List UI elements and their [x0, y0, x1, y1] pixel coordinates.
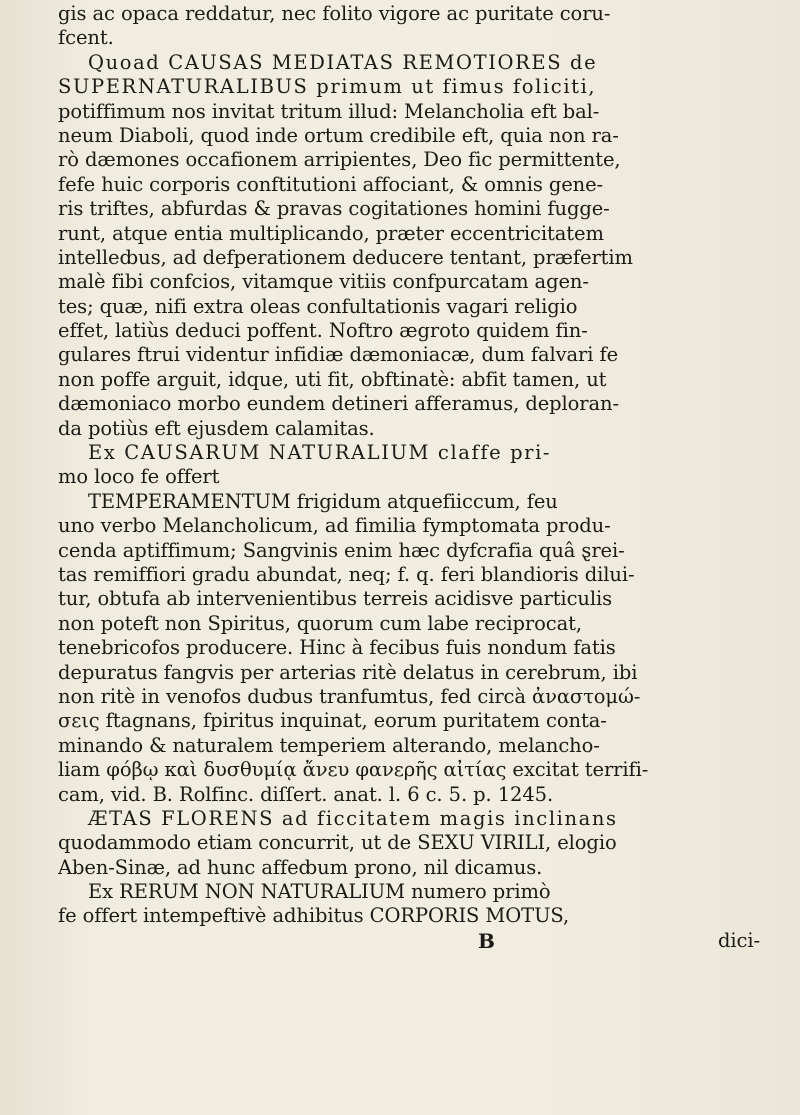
text-line: cenda aptiffimum; Sangvinis enim hæc dyfcrafia quâ ȿrei- — [58, 538, 625, 562]
text-line: fcent. — [58, 26, 114, 50]
section-heading-line: Quoad CAUSAS MEDIATAS REMOTIORES de — [88, 50, 598, 74]
page-text — [58, 2, 778, 953]
text-line: uno verbo Melancholicum, ad fimilia fymptomata produ- — [58, 514, 611, 538]
text-line: tenebricofos producere. Hinc à fecibus fuis nondum fatis — [58, 636, 616, 660]
text-line: rò dæmones occafionem arripientes, Deo fic permittente, — [58, 148, 621, 172]
citation-line: cam, vid. B. Rolfinc. diſſert. anat. l. 6 c. 5. p. 1245. — [58, 782, 554, 806]
text-line: tur, obtufa ab intervenientibus terreis acidisve particulis — [58, 587, 613, 611]
text-line: Aben-Sinæ, ad hunc affeȸum prono, nil dicamus. — [58, 855, 543, 879]
text-line: liam φόβῳ καὶ δυσθυμίᾳ ἄνευ φανερῆς αἰτίας excitat terrifi- — [58, 758, 649, 782]
text-line: effet, latiùs deduci poffent. Noftro ægroto quidem fin- — [58, 319, 588, 343]
text-line: runt, atque entia multiplicando, præter eccentricitatem — [58, 221, 604, 245]
text-line: tas remiffiori gradu abundat, neq; f. q. feri blandioris dilui- — [58, 562, 635, 586]
section-heading-line: TEMPERAMENTUM frigidum atquefiiccum, feu — [88, 489, 558, 513]
catchword: dici- — [718, 928, 760, 952]
text-line: ris triftes, abfurdas & pravas cogitationes homini fugge- — [58, 197, 610, 221]
text-line: intelleȸus, ad defperationem deducere tentant, præfertim — [58, 245, 633, 269]
section-heading-line: Ex RERUM NON NATURALIUM numero primò — [88, 880, 551, 904]
text-line: σεις ftagnans, fpiritus inquinat, eorum puritatem conta- — [58, 709, 607, 733]
text-line: mo loco fe offert — [58, 465, 220, 489]
section-heading-line: Ex CAUSARUM NATURALIUM claffe pri- — [88, 441, 552, 465]
text-line: non poffe arguit, idque, uti fit, obftinatè: abfit tamen, ut — [58, 367, 607, 391]
text-line: SUPERNATURALIBUS primum ut fimus foliciti, — [58, 75, 597, 99]
text-line: gis ac opaca reddatur, nec folito vigore ac puritate coru- — [58, 2, 611, 25]
text-line: da potiùs eft ejusdem calamitas. — [58, 416, 375, 440]
footer-line — [58, 929, 778, 953]
text-line: dæmoniaco morbo eundem detineri afferamus, deploran- — [58, 392, 619, 416]
text-line: fefe huic corporis conftitutioni affociant, & omnis gene- — [58, 172, 604, 196]
text-line: potiffimum nos invitat tritum illud: Melancholia eft bal- — [58, 99, 600, 123]
text-line: quodammodo etiam concurrit, ut de SEXU VIRILI, elogio — [58, 831, 617, 855]
text-line: neum Diaboli, quod inde ortum credibile eft, quia non ra- — [58, 123, 619, 147]
section-heading-line: ÆTAS FLORENS ad ficcitatem magis inclinans — [88, 806, 618, 830]
text-line: minando & naturalem temperiem alterando, melancho- — [58, 733, 600, 757]
text-line: fe offert intempeftivè adhibitus CORPORIS MOTUS, — [58, 904, 570, 928]
text-line: malè fibi confcios, vitamque vitiis confpurcatam agen- — [58, 270, 589, 294]
text-line: non poteft non Spiritus, quorum cum labe reciprocat, — [58, 611, 582, 635]
text-line: tes; quæ, nifi extra oleas confultationis vagari religio — [58, 294, 578, 318]
text-line: non ritè in venofos duȸus tranfumtus, fed circà ἀναστομώ- — [58, 684, 641, 708]
signature-mark: B — [478, 928, 495, 953]
text-line: depuratus fangvis per arterias ritè delatus in cerebrum, ibi — [58, 660, 638, 684]
text-line: gulares ftrui videntur infidiæ dæmoniacæ, dum falvari fe — [58, 343, 619, 367]
